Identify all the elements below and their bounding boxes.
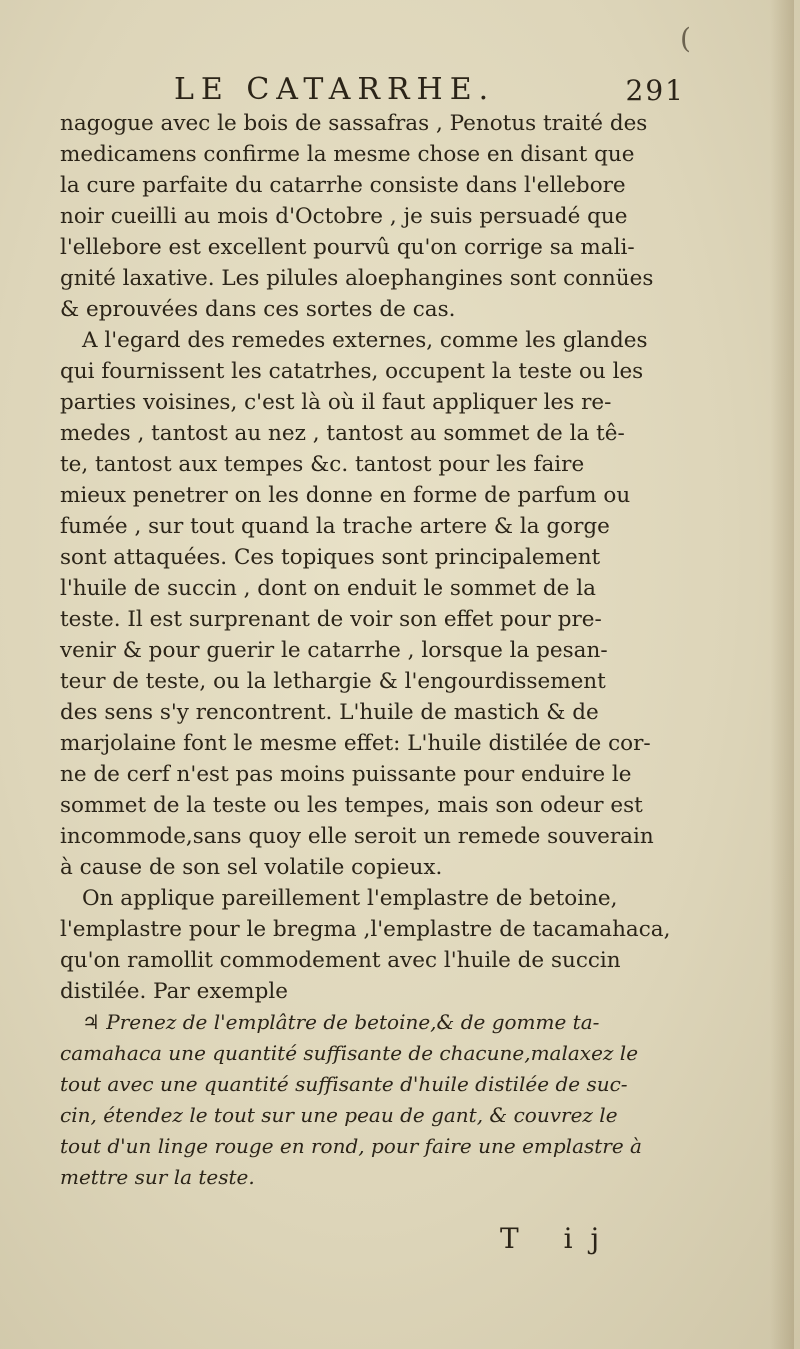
text-line: incommode,sans quoy elle seroit un remede souverain [60, 824, 654, 849]
text-line: à cause de son sel volatile copieux. [60, 855, 443, 880]
text-line: & eprouvées dans ces sortes de cas. [60, 297, 456, 322]
text-line: tout avec une quantité suffisante d'huile distilée de suc- [60, 1072, 628, 1096]
page-edge-shadow [770, 0, 794, 1349]
text-line: tout d'un linge rouge en rond, pour faire une emplastre à [60, 1134, 642, 1158]
text-line: camahaca une quantité suffisante de chacune,malaxez le [60, 1041, 639, 1065]
text-line: fumée , sur tout quand la trache artere & la gorge [60, 514, 610, 539]
text-line: qu'on ramollit commodement avec l'huile de succin [60, 948, 621, 973]
text-line: te, tantost aux tempes &c. tantost pour les faire [60, 452, 585, 477]
paragraph-3 [60, 883, 685, 1007]
recipe-paragraph [60, 1007, 685, 1193]
text-line: medes , tantost au nez , tantost au sommet de la tê- [60, 421, 625, 446]
paragraph-2 [60, 325, 685, 883]
paragraph-1 [60, 108, 685, 325]
text-line: sont attaquées. Ces topiques sont principalement [60, 545, 601, 570]
text-line: l'ellebore est excellent pourvû qu'on corrige sa mali- [60, 235, 635, 260]
text-line: qui fournissent les catatrhes, occupent la teste ou les [60, 359, 644, 384]
body-text [60, 108, 685, 1193]
text-line: marjolaine font le mesme effet: L'huile distilée de cor- [60, 731, 651, 756]
text-line: mieux penetrer on les donne en forme de parfum ou [60, 483, 631, 508]
corner-mark: ( [680, 22, 691, 55]
signature-mark: T ij [500, 1222, 618, 1255]
text-line: ♃ Prenez de l'emplâtre de betoine,& de gomme ta- [82, 1010, 600, 1034]
text-line: medicamens confirme la mesme chose en disant que [60, 142, 635, 167]
text-line: ne de cerf n'est pas moins puissante pour enduire le [60, 762, 632, 787]
running-title: LE CATARRHE. [174, 72, 496, 107]
text-line: parties voisines, c'est là où il faut appliquer les re- [60, 390, 612, 415]
page-number: 291 [625, 74, 685, 107]
text-line: cin, étendez le tout sur une peau de gant, & couvrez le [60, 1103, 618, 1127]
running-head [60, 72, 685, 112]
text-line: On applique pareillement l'emplastre de betoine, [82, 886, 618, 911]
text-line: l'emplastre pour le bregma ,l'emplastre de tacamahaca, [60, 917, 671, 942]
text-line: teste. Il est surprenant de voir son effet pour pre- [60, 607, 602, 632]
text-line: A l'egard des remedes externes, comme les glandes [82, 328, 648, 353]
text-line: l'huile de succin , dont on enduit le sommet de la [60, 576, 596, 601]
text-line: distilée. Par exemple [60, 979, 288, 1004]
text-line: nagogue avec le bois de sassafras , Penotus traité des [60, 111, 648, 136]
text-line: gnité laxative. Les pilules aloephangines sont connües [60, 266, 654, 291]
text-line: des sens s'y rencontrent. L'huile de mastich & de [60, 700, 599, 725]
text-line: venir & pour guerir le catarrhe , lorsque la pesan- [60, 638, 608, 663]
text-line: mettre sur la teste. [60, 1165, 255, 1189]
text-line: noir cueilli au mois d'Octobre , je suis persuadé que [60, 204, 628, 229]
text-line: la cure parfaite du catarrhe consiste dans l'ellebore [60, 173, 626, 198]
text-line: teur de teste, ou la lethargie & l'engourdissement [60, 669, 606, 694]
text-line: sommet de la teste ou les tempes, mais son odeur est [60, 793, 643, 818]
